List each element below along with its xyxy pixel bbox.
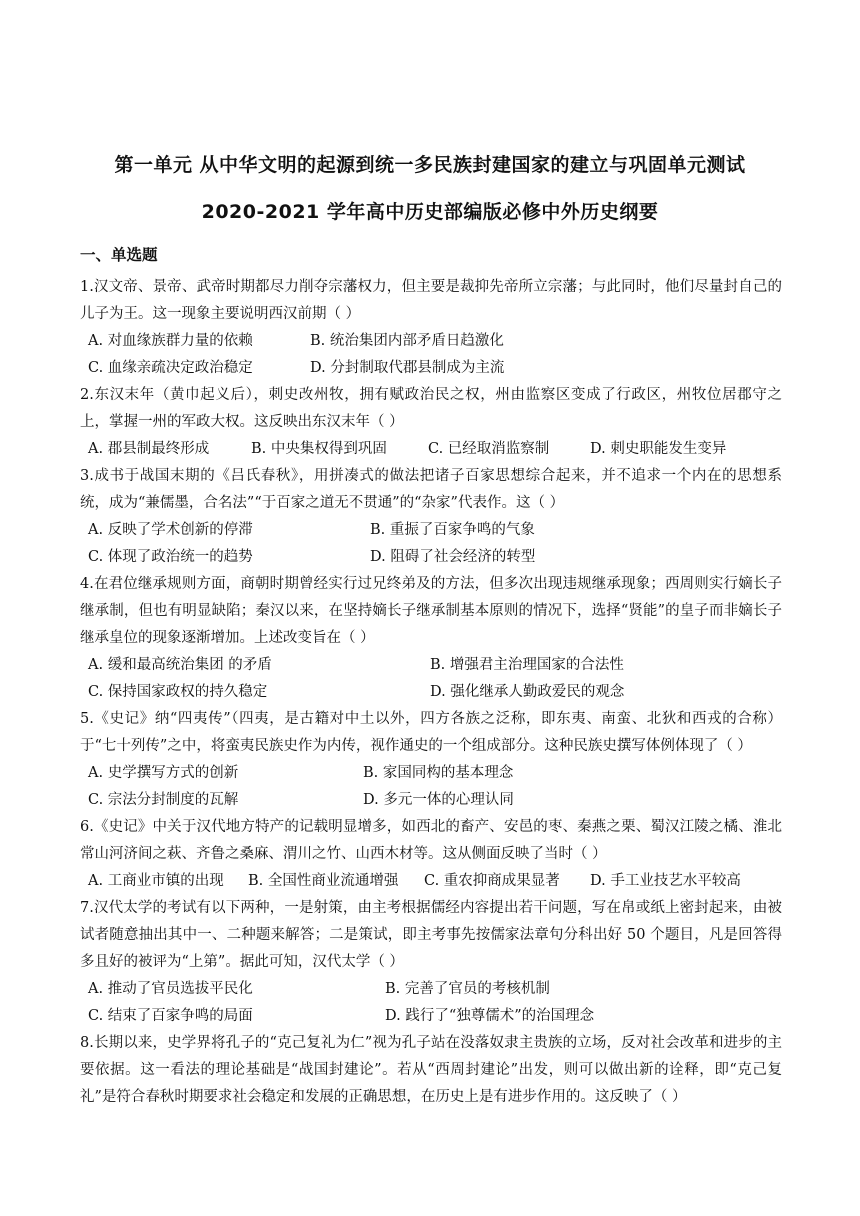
question-7-option-b: B. 完善了官员的考核机制 [385,981,550,997]
question-6-option-a: A. 工商业市镇的出现 [88,873,224,889]
question-7-stem: 7.汉代太学的考试有以下两种，一是射策，由主考根据儒经内容提出若干问题，写在帛或纸上密封起来，由被试者随意抽出其中一、二种题来解答；二是策试，即主考事先按儒家法章句分科出好 50 个题目，凡是回答得多且好的被评为“上第”。据此可知，汉代太学（ ） [80,900,782,970]
question-5-option-d: D. 多元一体的心理认同 [363,792,514,808]
question-4-option-d: D. 强化继承人勤政爱民的观念 [430,684,625,700]
question-1-option-d: D. 分封制取代郡县制成为主流 [310,360,505,376]
question-4-option-b: B. 增强君主治理国家的合法性 [430,657,624,673]
document-title: 第一单元 从中华文明的起源到统一多民族封建国家的建立与巩固单元测试 [114,154,746,176]
question-4-option-a: A. 缓和最高统治集团 的矛盾 [88,657,272,673]
question-5-option-c: C. 宗法分封制度的瓦解 [88,792,239,808]
question-1-stem: 1.汉文帝、景帝、武帝时期都尽力削夺宗藩权力，但主要是裁抑先帝所立宗藩；与此同时，他们尽量封自己的儿子为王。这一现象主要说明西汉前期（ ） [80,279,782,322]
question-5-option-b: B. 家国同构的基本理念 [363,765,514,781]
question-4-option-c: C. 保持国家政权的持久稳定 [88,684,268,700]
question-2-stem: 2.东汉末年（黄巾起义后），刺史改州牧，拥有赋政治民之权，州由监察区变成了行政区，州牧位居郡守之上，掌握一州的军政大权。这反映出东汉末年（ ） [80,387,782,430]
question-7-option-a: A. 推动了官员选拔平民化 [88,981,253,997]
question-3-option-c: C. 体现了政治统一的趋势 [88,549,253,565]
question-2-option-a: A. 郡县制最终形成 [88,441,210,457]
question-4-stem: 4.在君位继承规则方面，商朝时期曾经实行过兄终弟及的方法，但多次出现违规继承现象；西周则实行嫡长子继承制，但也有明显缺陷；秦汉以来，在坚持嫡长子继承制基本原则的情况下，选择“贤能”的皇子而非嫡长子继承皇位的现象逐渐增加。上述改变旨在（ ） [80,576,782,646]
question-3-option-d: D. 阻碍了社会经济的转型 [370,549,536,565]
question-5-option-a: A. 史学撰写方式的创新 [88,765,239,781]
question-8-stem: 8.长期以来，史学界将孔子的“克己复礼为仁”视为孔子站在没落奴隶主贵族的立场，反对社会改革和进步的主要依据。这一看法的理论基础是“战国封建论”。若从“西周封建论”出发，则可以做出新的诠释，即“克己复礼”是符合春秋时期要求社会稳定和发展的正确思想，在历史上是有进步作用的。这反映了（ ） [80,1035,782,1105]
question-3-option-a: A. 反映了学术创新的停滞 [88,522,253,538]
question-6-option-d: D. 手工业技艺水平较高 [590,873,741,889]
question-2-option-c: C. 已经取消监察制 [428,441,550,457]
question-1-option-b: B. 统治集团内部矛盾日趋激化 [310,333,504,349]
question-2-option-b: B. 中央集权得到巩固 [251,441,387,457]
question-3-stem: 3.成书于战国末期的《吕氏春秋》，用拼凑式的做法把诸子百家思想综合起来，并不追求一个内在的思想系统，成为“兼儒墨，合名法”“于百家之道无不贯通”的“杂家”代表作。这（ ） [80,468,782,511]
question-1-option-a: A. 对血缘族群力量的依赖 [88,333,253,349]
question-6-stem: 6.《史记》中关于汉代地方特产的记载明显增多，如西北的畜产、安邑的枣、秦燕之栗、蜀汉江陵之橘、淮北常山河济间之萩、齐鲁之桑麻、渭川之竹、山西木材等。这从侧面反映了当时（ ） [80,819,782,862]
question-3-option-b: B. 重振了百家争鸣的气象 [370,522,535,538]
document-subtitle: 2020-2021 学年高中历史部编版必修中外历史纲要 [201,201,659,223]
question-6-option-b: B. 全国性商业流通增强 [248,873,399,889]
question-1-option-c: C. 血缘亲疏决定政治稳定 [88,360,253,376]
question-7-option-c: C. 结束了百家争鸣的局面 [88,1008,253,1024]
question-7-option-d: D. 践行了“独尊儒术”的治国理念 [385,1008,595,1024]
question-6-option-c: C. 重农抑商成果显著 [424,873,560,889]
question-5-stem: 5.《史记》纳“四夷传”（四夷，是古籍对中土以外，四方各族之泛称，即东夷、南蛮、北狄和西戎的合称）于“七十列传”之中，将蛮夷民族史作为内传，视作通史的一个组成部分。这种民族史撰写体例体现了（ ） [80,711,782,754]
section-heading: 一、单选题 [80,246,158,264]
question-2-option-d: D. 刺史职能发生变异 [590,441,727,457]
